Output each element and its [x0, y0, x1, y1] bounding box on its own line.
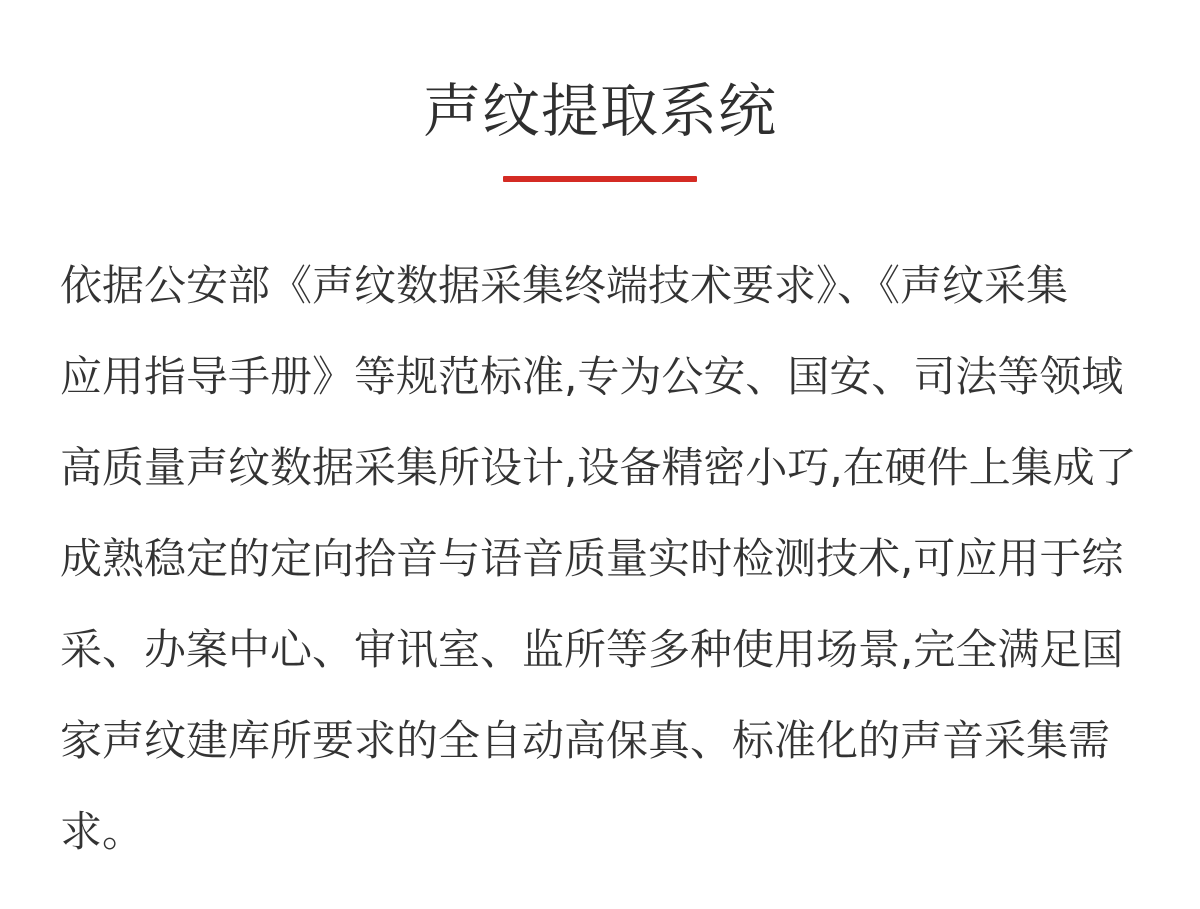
- description-line: 求。: [60, 807, 145, 856]
- description-line: 成熟稳定的定向拾音与语音质量实时检测技术,可应用于综: [60, 534, 1124, 583]
- description-line: 高质量声纹数据采集所设计,设备精密小巧,在硬件上集成了: [60, 443, 1137, 492]
- title-divider: [503, 176, 697, 182]
- description-line: 依据公安部《声纹数据采集终端技术要求》、《声纹采集: [60, 261, 1069, 310]
- description-paragraph: [60, 244, 1140, 881]
- description-line: 应用指导手册》等规范标准,专为公安、国安、司法等领域: [60, 352, 1124, 401]
- page-title: 声纹提取系统: [422, 76, 777, 145]
- description-line: 采、办案中心、审讯室、监所等多种使用场景,完全满足国: [60, 625, 1124, 674]
- description-line: 家声纹建库所要求的全自动高保真、标准化的声音采集需: [60, 716, 1111, 765]
